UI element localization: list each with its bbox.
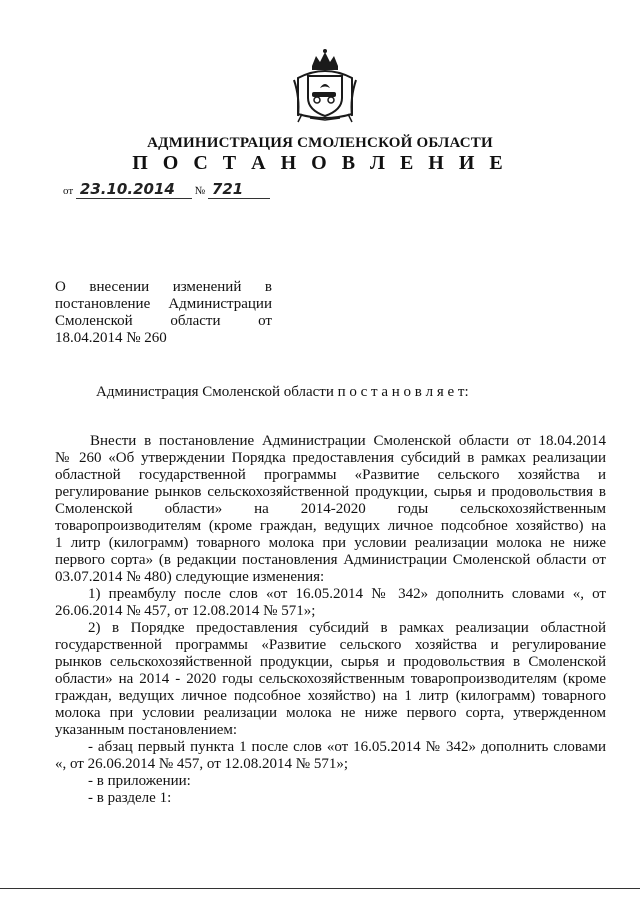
body-line: 2) в Порядке предоставления субсидий в рамках реализации областной: [88, 620, 606, 636]
body-line: Внести в постановление Администрации Смоленской области от 18.04.2014: [90, 433, 606, 449]
body-line: областной государственной программы «Развитие сельского хозяйства и: [55, 467, 606, 483]
body-line: государственной программы «Развитие сельского хозяйства и регулирование: [55, 637, 606, 653]
body-line: - в приложении:: [88, 773, 191, 789]
date-prefix: от: [63, 185, 74, 197]
body-line: молока при условии реализации молока не ниже первого сорта, утвержденном: [55, 705, 606, 721]
body-line: № 260 «Об утверждении Порядка предоставления субсидий в рамках реализации: [55, 450, 606, 466]
date-number-line: [63, 180, 270, 199]
body-line: граждан, ведущих личное подсобное хозяйство) на 1 литр (килограмм) товарного: [55, 688, 606, 704]
number-prefix: №: [194, 185, 206, 197]
body-line: указанным постановлением:: [55, 722, 238, 738]
body-line: - в разделе 1:: [88, 790, 172, 806]
body-line: 03.07.2014 № 480) следующие изменения:: [55, 569, 325, 585]
body-line: первого сорта» (в редакции постановления Администрации Смоленской области от: [55, 552, 606, 568]
page-bottom-rule: [0, 888, 640, 889]
body-line: 26.06.2014 № 457, от 12.08.2014 № 571»;: [55, 603, 316, 619]
document-type-title: П О С Т А Н О В Л Е Н И Е: [132, 152, 508, 174]
subject-line: постановление Администрации: [55, 296, 272, 312]
document-body: [55, 433, 606, 807]
preamble: Администрация Смоленской области п о с т а н о в л я е т:: [96, 384, 469, 400]
body-line: регулирование рынков сельскохозяйственной продукции, сырья и продовольствия в: [55, 484, 606, 500]
subject-line: 18.04.2014 № 260: [55, 330, 167, 346]
body-line: рынков сельскохозяйственной продукции, сырья и продовольствия в Смоленской: [55, 654, 606, 670]
body-line: «, от 26.06.2014 № 457, от 12.08.2014 № 571»;: [55, 756, 349, 772]
body-line: 1) преамбулу после слов «от 16.05.2014 № 342» дополнить словами «, от: [88, 586, 606, 602]
body-line: - абзац первый пункта 1 после слов «от 16.05.2014 № 342» дополнить словами: [88, 739, 606, 755]
organization-name: АДМИНИСТРАЦИЯ СМОЛЕНСКОЙ ОБЛАСТИ: [147, 135, 493, 151]
body-line: 1 литр (килограмм) товарного молока при условии реализации молока не ниже: [55, 535, 606, 551]
subject-line: О внесении изменений в: [55, 279, 272, 295]
document-subject: [55, 279, 272, 347]
body-line: Смоленской области» на 2014-2020 годы сельскохозяйственным: [55, 501, 606, 517]
smolensk-coat-of-arms-icon: [290, 48, 360, 123]
document-number: 721: [211, 180, 244, 198]
body-line: области» на 2014 - 2020 годы сельскохозяйственным товаропроизводителям (кроме: [55, 671, 606, 687]
body-line: товаропроизводителям (кроме граждан, ведущих личное подсобное хозяйство) на: [55, 518, 606, 534]
subject-line: Смоленской области от: [55, 313, 272, 329]
document-date: 23.10.2014: [79, 180, 175, 198]
